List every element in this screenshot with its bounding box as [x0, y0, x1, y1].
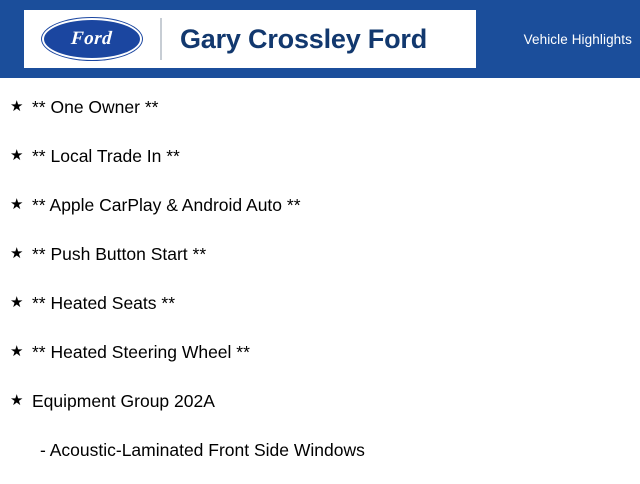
ford-oval-icon	[42, 18, 142, 60]
star-icon: ★	[10, 98, 24, 115]
highlights-list	[0, 78, 640, 484]
ford-wordmark: Ford	[70, 28, 114, 49]
list-item	[0, 288, 640, 337]
list-item-label: ** Heated Steering Wheel **	[32, 342, 250, 362]
star-icon: ★	[10, 392, 24, 409]
star-icon: ★	[10, 245, 24, 262]
logo-divider	[160, 18, 162, 60]
dealer-name: Gary Crossley Ford	[180, 23, 427, 54]
list-item	[0, 386, 640, 435]
list-item-label: Equipment Group 202A	[32, 391, 215, 411]
list-item	[0, 239, 640, 288]
list-item	[0, 92, 640, 141]
list-item-label: ** One Owner **	[32, 97, 159, 117]
list-item	[0, 190, 640, 239]
ford-oval-logo	[24, 18, 160, 60]
list-item-label: - Acoustic-Laminated Front Side Windows	[40, 440, 365, 460]
dealer-header	[0, 0, 640, 78]
star-icon: ★	[10, 294, 24, 311]
list-item-label: ** Apple CarPlay & Android Auto **	[32, 195, 301, 215]
list-item	[0, 337, 640, 386]
star-icon: ★	[10, 196, 24, 213]
list-item-label: ** Push Button Start **	[32, 244, 207, 264]
star-icon: ★	[10, 343, 24, 360]
list-item	[0, 435, 640, 484]
list-item-label: ** Local Trade In **	[32, 146, 180, 166]
section-title: Vehicle Highlights	[523, 31, 632, 47]
star-icon: ★	[10, 147, 24, 164]
dealer-logo-panel	[24, 10, 476, 68]
list-item	[0, 141, 640, 190]
list-item-label: ** Heated Seats **	[32, 293, 176, 313]
